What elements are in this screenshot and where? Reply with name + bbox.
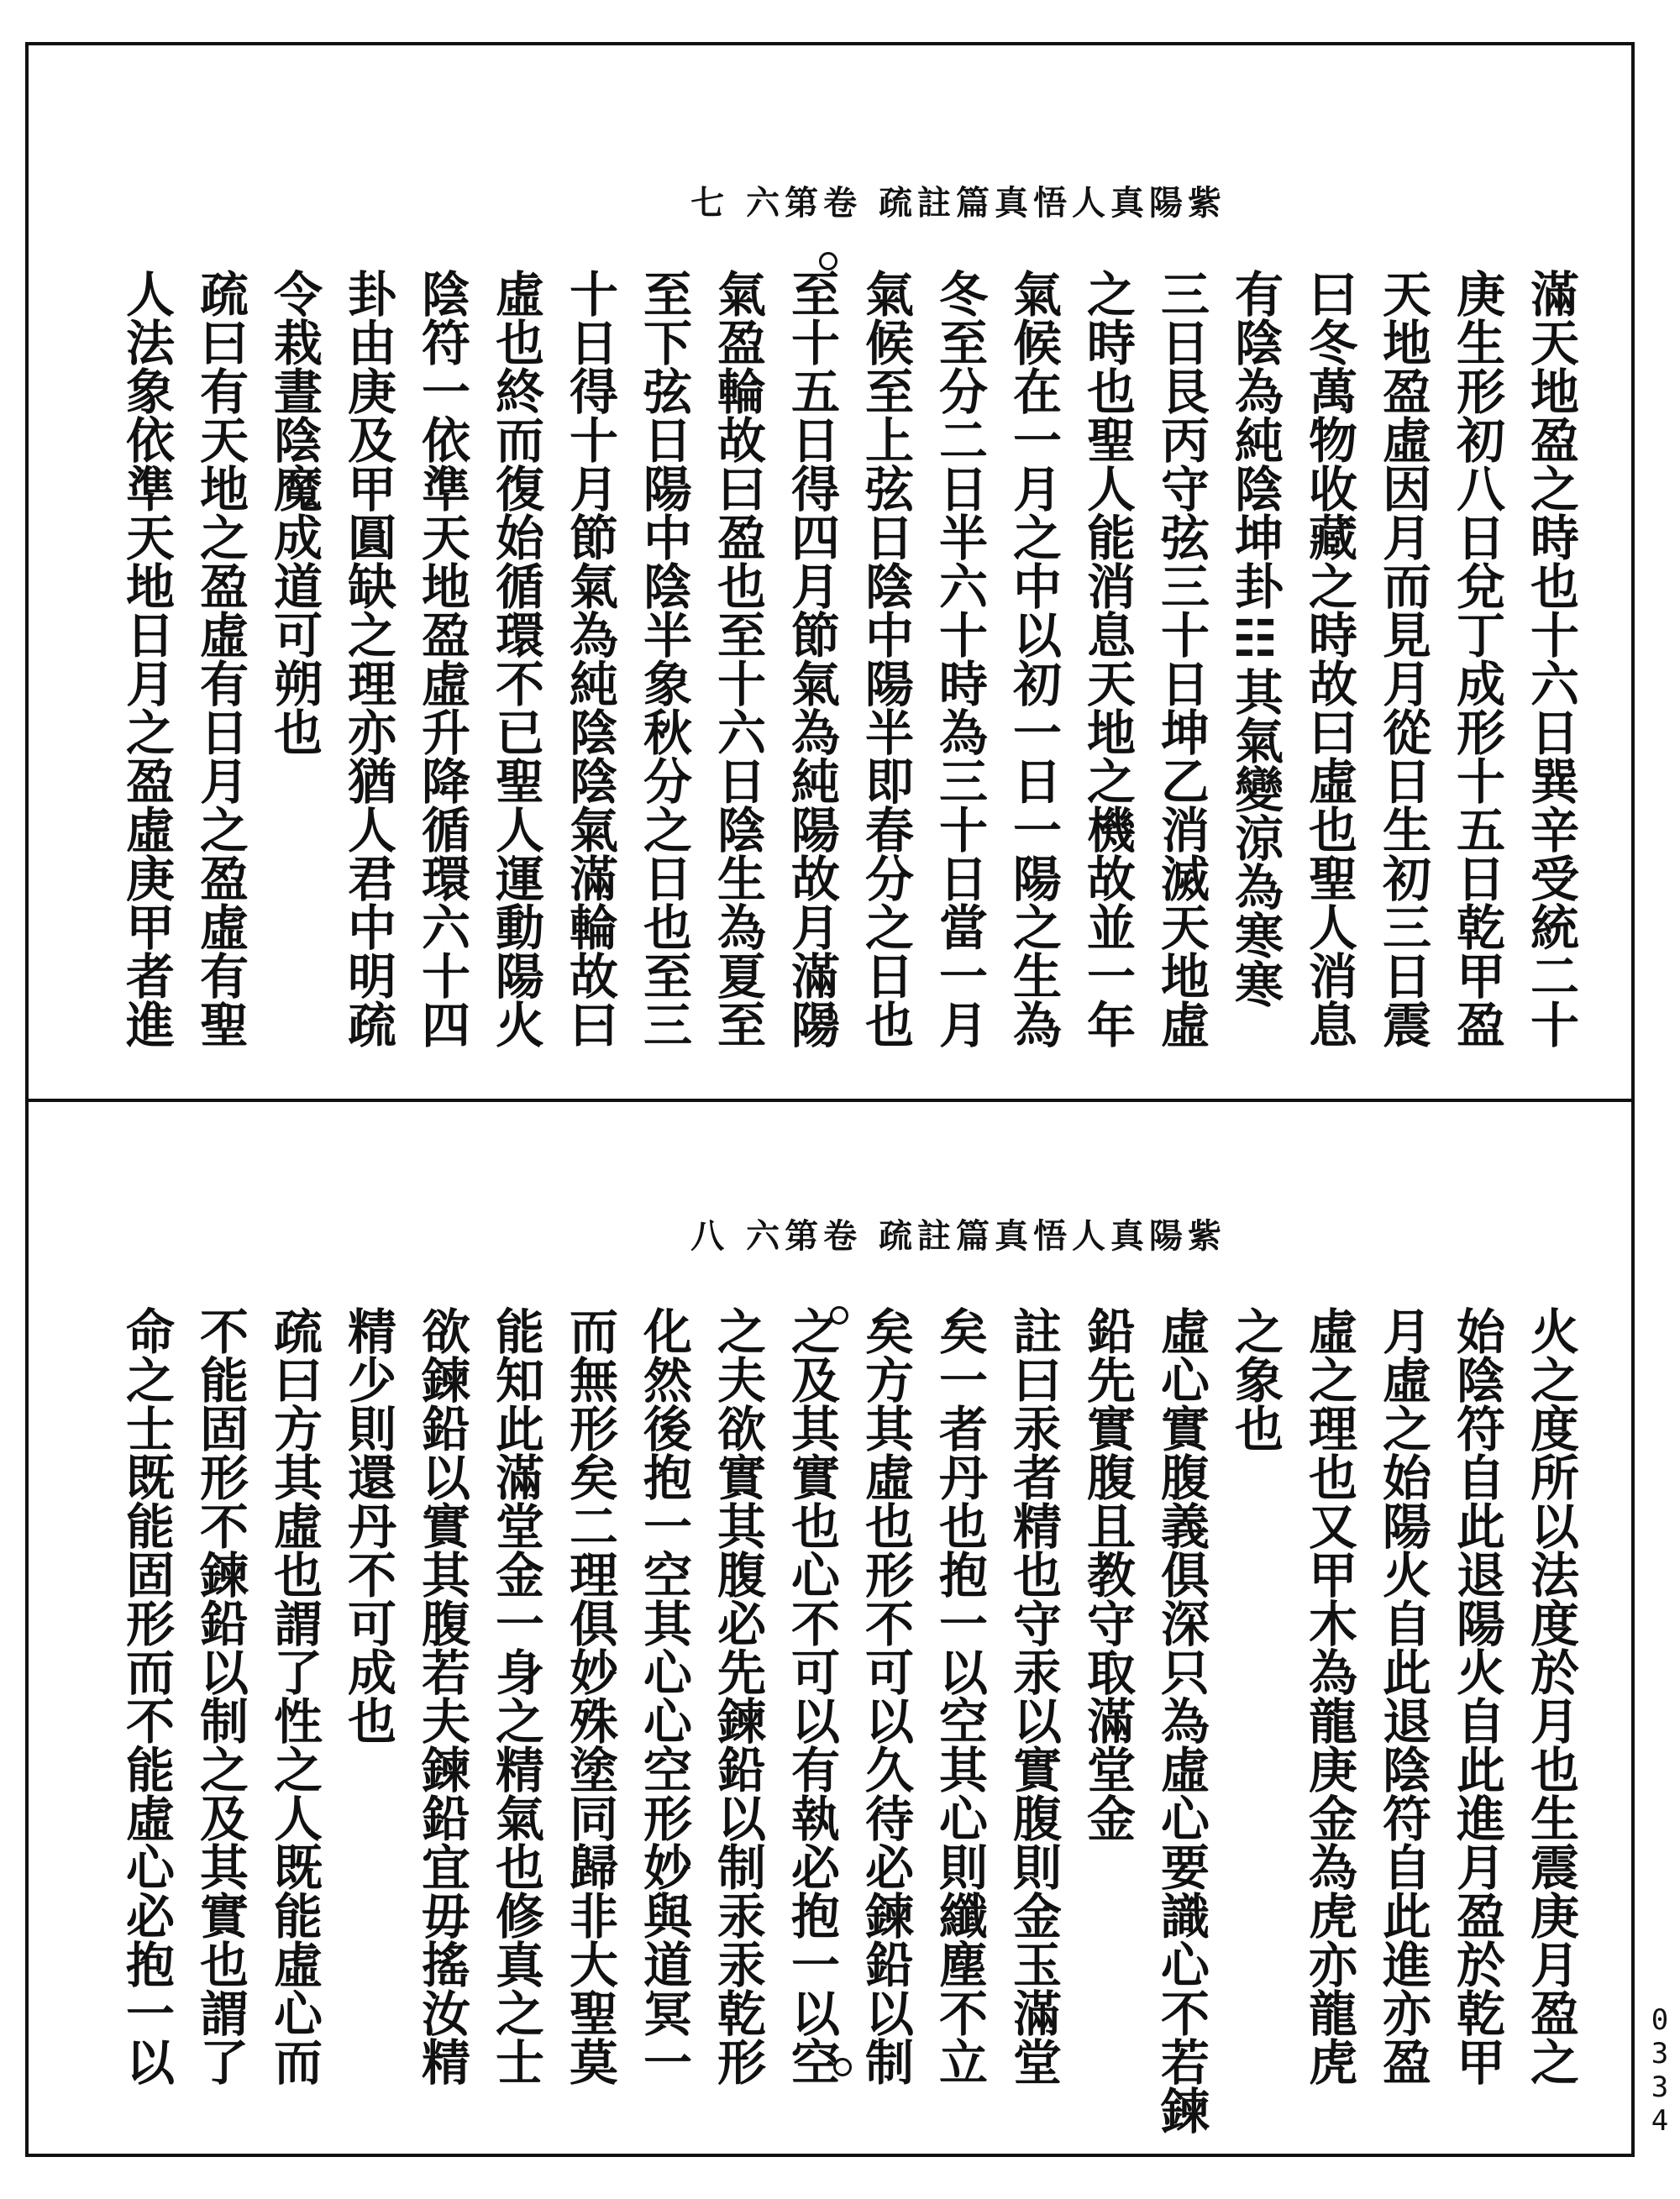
running-head-bottom: 紫陽真人悟真篇註疏 卷第六 八	[690, 1216, 1226, 1256]
text-column: 虛也終而復始循環不已聖人運動陽火	[487, 269, 544, 1048]
text-column: 人法象依準天地日月之盈虛庚甲者進	[118, 269, 175, 1048]
text-column: 命之士既能固形而不能虛心必抱一以	[118, 1306, 175, 2086]
text-column: 至下弦日陽中陰半象秋分之日也至三	[635, 269, 692, 1048]
top-panel-text	[76, 269, 1588, 1067]
text-column: 卦由庚及甲圓缺之理亦猶人君中明疏	[339, 269, 396, 1048]
text-column: 疏曰有天地之盈虛有日月之盈虛有聖	[192, 269, 249, 1048]
text-column: 之時也聖人能消息天地之機故並一年	[1079, 269, 1136, 1048]
text-column: 虛心實腹義俱深只為虛心要識心不若鍊	[1152, 1306, 1210, 2134]
text-column: 陰符一依準天地盈虛升降循環六十四	[413, 269, 470, 1048]
text-column: 之夫欲實其腹必先鍊鉛以制汞汞乾形	[709, 1306, 766, 2086]
text-column: 能知此滿堂金一身之精氣也修真之士	[487, 1306, 544, 2086]
text-column: 曰冬萬物收藏之時故曰虛也聖人消息	[1300, 269, 1357, 1048]
bottom-panel-text	[76, 1306, 1588, 2138]
text-column: 虛之理也又甲木為龍庚金為虎亦龍虎	[1300, 1306, 1357, 2086]
text-column: 月虛之始陽火自此退陰符自此進亦盈	[1374, 1306, 1431, 2086]
text-column: 不能固形不鍊鉛以制之及其實也謂了	[192, 1306, 249, 2086]
text-column: 氣盈輪故曰盈也至十六日陰生為夏至	[709, 269, 766, 1048]
text-column: 矣方其虛也形不可以久待必鍊鉛以制	[857, 1306, 914, 2086]
text-column: 至十五日得四月節氣為純陽故月滿陽	[783, 269, 840, 1048]
text-column: 三日艮丙守弦三十日坤乙消滅天地虛	[1152, 269, 1210, 1048]
text-column: 天地盈虛因月而見月從日生初三日震	[1374, 269, 1431, 1048]
text-column: 滿天地盈之時也十六日巽辛受統二十	[1522, 269, 1579, 1048]
text-column: 疏曰方其虛也謂了性之人既能虛心而	[265, 1306, 323, 2086]
text-column: 始陰符自此退陽火自此進月盈於乾甲	[1448, 1306, 1505, 2086]
text-column: 化然後抱一空其心心空形妙與道冥一	[635, 1306, 692, 2086]
text-column: 冬至分二日半六十時為三十日當一月	[931, 269, 988, 1048]
text-column: 令栽晝陰魔成道可朔也	[265, 269, 323, 756]
circle-mark-icon	[819, 252, 837, 270]
text-column: 氣候至上弦日陰中陽半即春分之日也	[857, 269, 914, 1048]
text-column: 十日得十月節氣為純陰陰氣滿輪故曰	[561, 269, 618, 1048]
text-column: 欲鍊鉛以實其腹若夫鍊鉛宜毋搖汝精	[413, 1306, 470, 2086]
text-column: 而無形矣二理俱妙殊塗同歸非大聖莫	[561, 1306, 618, 2086]
text-column: 之及其實也心不可以有執必抱一以空	[783, 1306, 840, 2086]
text-column: 鉛先實腹且教守取滿堂金	[1079, 1306, 1136, 1842]
running-head-top: 紫陽真人悟真篇註疏 卷第六 七	[690, 183, 1226, 223]
text-column: 氣候在一月之中以初一日一陽之生為	[1005, 269, 1062, 1048]
text-column: 有陰為純陰坤卦☷其氣變涼為寒寒	[1226, 269, 1284, 1008]
text-column: 矣一者丹也抱一以空其心則纖塵不立	[931, 1306, 988, 2086]
text-column: 火之度所以法度於月也生震庚月盈之	[1522, 1306, 1579, 2086]
page-number: 0334	[1643, 2003, 1677, 2138]
text-column: 庚生形初八日兌丁成形十五日乾甲盈	[1448, 269, 1505, 1048]
text-column: 精少則還丹不可成也	[339, 1306, 396, 1745]
text-column: 註曰汞者精也守汞以實腹則金玉滿堂	[1005, 1306, 1062, 2086]
text-column: 之象也	[1226, 1306, 1284, 1452]
panel-divider	[25, 1099, 1635, 1102]
